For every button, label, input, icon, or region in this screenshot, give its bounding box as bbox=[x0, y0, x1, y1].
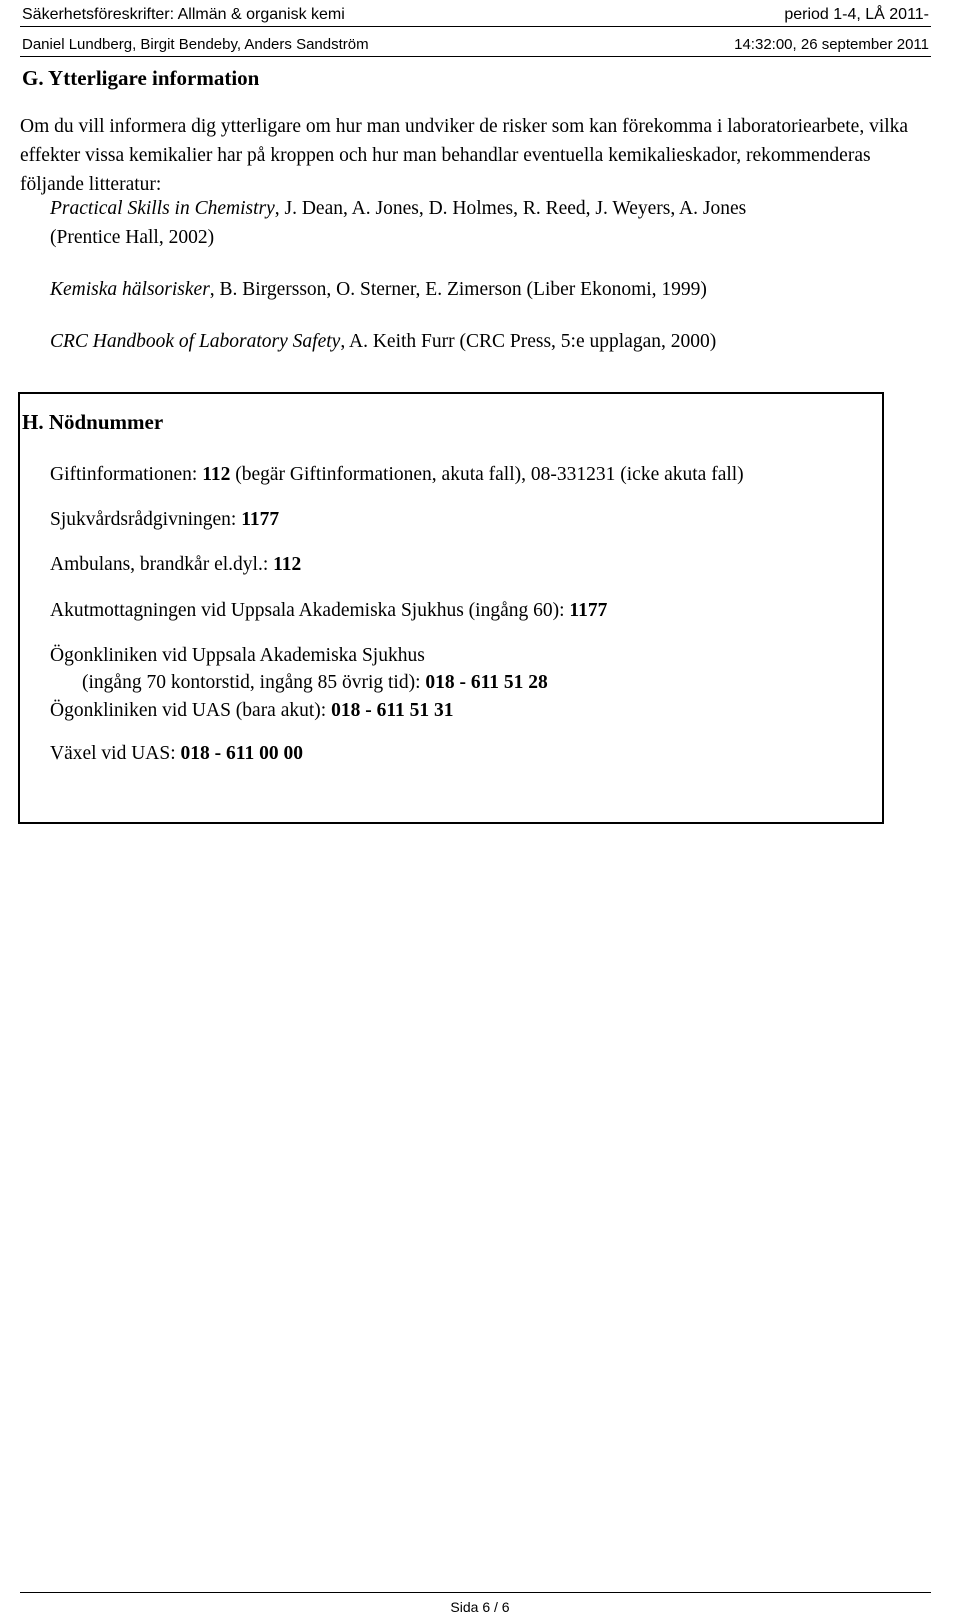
emergency-number: 1177 bbox=[241, 509, 280, 530]
emergency-number: 018 - 611 51 28 bbox=[425, 672, 548, 693]
emergency-line: (ingång 70 kontorstid, ingång 85 övrig tid): 018 - 611 51 28 bbox=[82, 672, 548, 693]
intro-paragraph: Om du vill informera dig ytterligare om hur man undviker de risker som kan förekomma i laboratoriearbete, vilka effekter vissa kemikalier har på kroppen och hur man behandlar eventuella kemikalieskador, rekommenderas följande litteratur: bbox=[20, 116, 909, 195]
section-h-heading: H. Nödnummer bbox=[22, 410, 164, 434]
emergency-number: 018 - 611 00 00 bbox=[180, 743, 303, 764]
reference-details: , J. Dean, A. Jones, D. Holmes, R. Reed, J. Weyers, A. Jones bbox=[274, 198, 747, 219]
reference-details: , B. Birgersson, O. Sterner, E. Zimerson (Liber Ekonomi, 1999) bbox=[209, 279, 707, 300]
period-label: period 1-4, LÅ 2011- bbox=[784, 6, 929, 23]
section-g-heading: G. Ytterligare information bbox=[22, 66, 260, 90]
reference-title: Kemiska hälsorisker bbox=[50, 279, 210, 300]
emergency-number: 018 - 611 51 31 bbox=[331, 700, 454, 721]
page-number: Sida 6 / 6 bbox=[450, 1599, 510, 1615]
reference-2 bbox=[50, 275, 707, 304]
reference-title: CRC Handbook of Laboratory Safety bbox=[50, 331, 341, 352]
page-header-top bbox=[20, 4, 931, 27]
emergency-line: Akutmottagningen vid Uppsala Akademiska Sjukhus (ingång 60): 1177 bbox=[50, 600, 608, 621]
reference-title: Practical Skills in Chemistry bbox=[50, 198, 275, 219]
page-header-bottom bbox=[20, 34, 931, 57]
reference-3 bbox=[50, 327, 716, 356]
emergency-number: 1177 bbox=[569, 600, 608, 621]
emergency-line: Ambulans, brandkår el.dyl.: 112 bbox=[50, 554, 302, 575]
reference-publisher: (Prentice Hall, 2002) bbox=[50, 227, 215, 248]
document-title: Säkerhetsföreskrifter: Allmän & organisk kemi bbox=[22, 6, 345, 23]
section-g-intro bbox=[20, 112, 930, 199]
authors: Daniel Lundberg, Birgit Bendeby, Anders Sandström bbox=[22, 36, 369, 53]
emergency-number: 112 bbox=[273, 554, 302, 575]
emergency-line: Ögonkliniken vid Uppsala Akademiska Sjukhus bbox=[50, 645, 425, 666]
emergency-line: Växel vid UAS: 018 - 611 00 00 bbox=[50, 743, 303, 764]
timestamp: 14:32:00, 26 september 2011 bbox=[734, 36, 929, 53]
reference-1 bbox=[50, 194, 746, 252]
emergency-line: Giftinformationen: 112 (begär Giftinformationen, akuta fall), 08-331231 (icke akuta fall) bbox=[50, 464, 744, 485]
reference-details: , A. Keith Furr (CRC Press, 5:e upplagan, 2000) bbox=[340, 331, 717, 352]
footer-divider bbox=[20, 1592, 931, 1593]
emergency-number: 112 bbox=[202, 464, 231, 485]
emergency-line: Sjukvårdsrådgivningen: 1177 bbox=[50, 509, 280, 530]
emergency-line: Ögonkliniken vid UAS (bara akut): 018 - 611 51 31 bbox=[50, 700, 454, 721]
